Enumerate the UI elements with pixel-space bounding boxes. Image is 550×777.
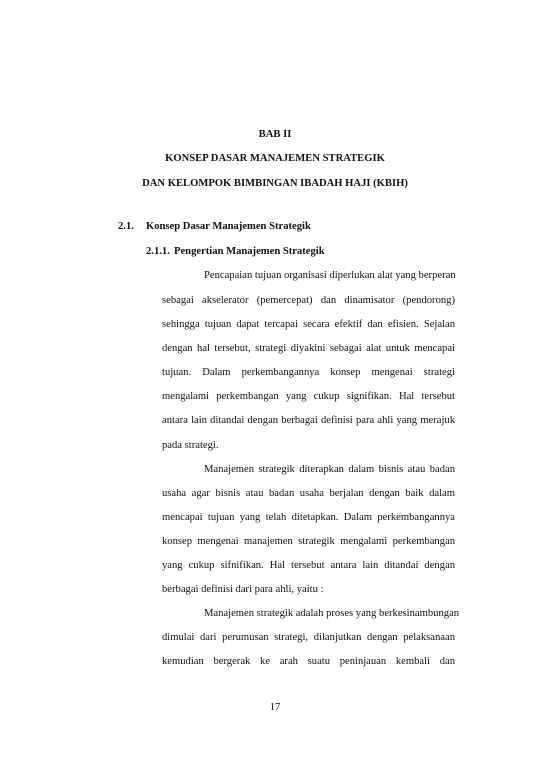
paragraph-1-line-6: mengalami perkembangan yang cukup signifikan. Hal tersebut (162, 391, 455, 402)
paragraph-1-line-2: sebagai akselerator (pemercepat) dan dinamisator (pendorong) (162, 295, 455, 306)
subsection-title: Pengertian Manajemen Strategik (174, 246, 325, 257)
paragraph-2-line-1: Manajemen strategik diterapkan dalam bisnis atau badan (204, 464, 455, 475)
page-number: 17 (269, 702, 281, 713)
chapter-title-line-2: DAN KELOMPOK BIMBINGAN IBADAH HAJI (KBIH) (142, 178, 408, 189)
paragraph-2-line-6: berbagai definisi dari para ahli, yaitu : (162, 584, 324, 595)
paragraph-2-line-3: mencapai tujuan yang telah ditetapkan. Dalam perkembangannya (162, 512, 455, 523)
section-heading (118, 221, 311, 232)
subsection-number: 2.1.1. (146, 246, 170, 257)
paragraph-2-line-5: yang cukup sifnifikan. Hal tersebut antara lain ditandai dengan (162, 560, 455, 571)
section-number: 2.1. (118, 221, 134, 232)
paragraph-2-line-4: konsep mengenai manajemen strategik mengalami perkembangan (162, 536, 455, 547)
paragraph-1-line-4: dengan hal tersebut, strategi diyakini sebagai alat untuk mencapai (162, 343, 455, 354)
chapter-title-line-1: KONSEP DASAR MANAJEMEN STRATEGIK (165, 153, 385, 164)
paragraph-1-line-3: sehingga tujuan dapat tercapai secara efektif dan efisien. Sejalan (162, 319, 455, 330)
paragraph-1-line-7: antara lain ditandai dengan berbagai definisi para ahli yang merajuk (162, 415, 455, 426)
section-title: Konsep Dasar Manajemen Strategik (146, 221, 311, 232)
paragraph-3-line-2: dimulai dari perumusan strategi, dilanjutkan dengan pelaksanaan (162, 632, 455, 643)
paragraph-2-line-2: usaha agar bisnis atau badan usaha berjalan dengan baik dalam (162, 488, 455, 499)
subsection-heading (146, 246, 325, 257)
paragraph-1-line-5: tujuan. Dalam perkembangannya konsep mengenai strategi (162, 367, 455, 378)
paragraph-3-line-1: Manajemen strategik adalah proses yang berkesinambungan (204, 608, 460, 619)
paragraph-1-line-1: Pencapaian tujuan organisasi diperlukan alat yang berperan (204, 270, 456, 281)
chapter-heading: BAB II (258, 129, 292, 140)
paragraph-3-line-3: kemudian bergerak ke arah suatu peninjauan kembali dan (162, 656, 455, 667)
paragraph-1-line-8: pada strategi. (162, 440, 219, 451)
